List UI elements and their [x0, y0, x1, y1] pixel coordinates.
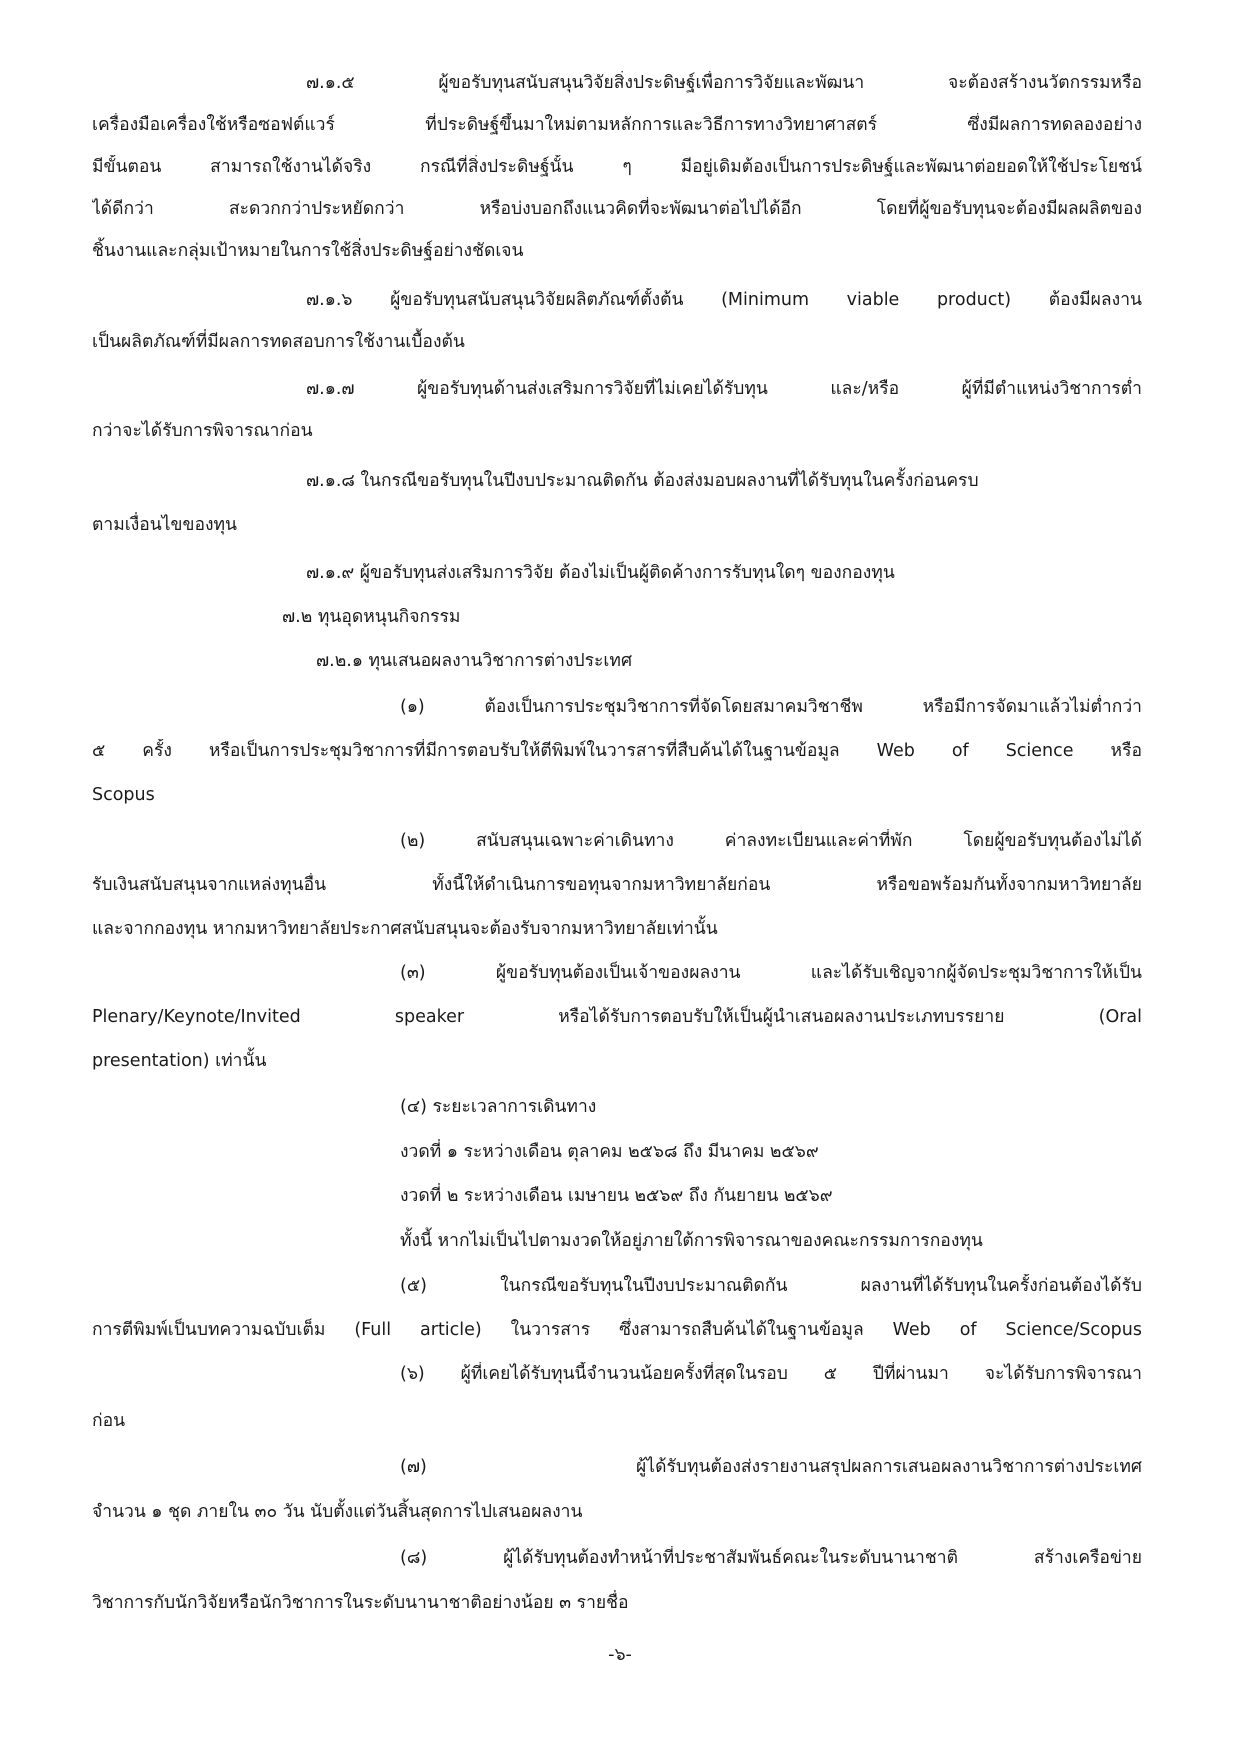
paragraph-line: (๗) ผู้ได้รับทุนต้องส่งรายงานสรุปผลการเสนอผลงานวิชาการต่างประเทศ [400, 1457, 1142, 1477]
paragraph-line: รับเงินสนับสนุนจากแหล่งทุนอื่น ทั้งนี้ให้ดำเนินการขอทุนจากมหาวิทยาลัยก่อน หรือขอพร้อมกันทั้งจากมหาวิทยาลัย [92, 875, 1142, 895]
subsection-heading: ๗.๒.๑ ทุนเสนอผลงานวิชาการต่างประเทศ [316, 651, 633, 671]
paragraph-line: (๕) ในกรณีขอรับทุนในปีงบประมาณติดกัน ผลงานที่ได้รับทุนในครั้งก่อนต้องได้รับ [400, 1276, 1142, 1296]
paragraph-line: (๘) ผู้ได้รับทุนต้องทำหน้าที่ประชาสัมพันธ์คณะในระดับนานาชาติ สร้างเครือข่าย [400, 1548, 1142, 1568]
paragraph-line: และจากกองทุน หากมหาวิทยาลัยประกาศสนับสนุนจะต้องรับจากมหาวิทยาลัยเท่านั้น [92, 919, 718, 939]
paragraph-line: เป็นผลิตภัณฑ์ที่มีผลการทดสอบการใช้งานเบื้องต้น [92, 332, 465, 352]
paragraph-line: Plenary/Keynote/Invited speaker หรือได้รับการตอบรับให้เป็นผู้นำเสนอผลงานประเภทบรรยาย (Oral [92, 1007, 1142, 1027]
paragraph-line: (๒) สนับสนุนเฉพาะค่าเดินทาง ค่าลงทะเบียนและค่าที่พัก โดยผู้ขอรับทุนต้องไม่ได้ [400, 831, 1142, 851]
paragraph-line: presentation) เท่านั้น [92, 1051, 267, 1071]
paragraph-line: งวดที่ ๒ ระหว่างเดือน เมษายน ๒๕๖๙ ถึง กันยายน ๒๕๖๙ [400, 1186, 833, 1206]
paragraph-line: กว่าจะได้รับการพิจารณาก่อน [92, 421, 313, 441]
paragraph-line: ทั้งนี้ หากไม่เป็นไปตามงวดให้อยู่ภายใต้การพิจารณาของคณะกรรมการกองทุน [400, 1231, 983, 1251]
paragraph-line: ได้ดีกว่า สะดวกกว่าประหยัดกว่า หรือบ่งบอกถึงแนวคิดที่จะพัฒนาต่อไปได้อีก โดยที่ผู้ขอรับทุนจะต้องมีผลผลิตของ [92, 199, 1142, 219]
page-number: -๖- [608, 1645, 632, 1665]
paragraph-line: (๓) ผู้ขอรับทุนต้องเป็นเจ้าของผลงาน และได้รับเชิญจากผู้จัดประชุมวิชาการให้เป็น [400, 963, 1142, 983]
paragraph-line: ชิ้นงานและกลุ่มเป้าหมายในการใช้สิ่งประดิษฐ์อย่างชัดเจน [92, 241, 524, 261]
paragraph-line: ๗.๑.๘ ในกรณีขอรับทุนในปีงบประมาณติดกัน ต้องส่งมอบผลงานที่ได้รับทุนในครั้งก่อนครบ [306, 471, 979, 491]
paragraph-line: มีขั้นตอน สามารถใช้งานได้จริง กรณีที่สิ่งประดิษฐ์นั้น ๆ มีอยู่เดิมต้องเป็นการประดิษฐ์และพัฒนาต่อยอดให้ใช้ประโยชน์ [92, 157, 1142, 177]
section-heading: ๗.๒ ทุนอุดหนุนกิจกรรม [282, 607, 461, 627]
paragraph-line: (๑) ต้องเป็นการประชุมวิชาการที่จัดโดยสมาคมวิชาชีพ หรือมีการจัดมาแล้วไม่ต่ำกว่า [400, 697, 1142, 717]
paragraph-line: (๔) ระยะเวลาการเดินทาง [400, 1097, 597, 1117]
paragraph-line: ๗.๑.๗ ผู้ขอรับทุนด้านส่งเสริมการวิจัยที่ไม่เคยได้รับทุน และ/หรือ ผู้ที่มีตำแหน่งวิชาการต่ำ [306, 379, 1142, 399]
paragraph-line: ๕ ครั้ง หรือเป็นการประชุมวิชาการที่มีการตอบรับให้ตีพิมพ์ในวารสารที่สืบค้นได้ในฐานข้อมูล Web of Science หรือ [92, 741, 1142, 761]
paragraph-line: Scopus [92, 785, 155, 805]
paragraph-line: ตามเงื่อนไขของทุน [92, 515, 238, 535]
paragraph-line: ก่อน [92, 1411, 126, 1431]
paragraph-line: ๗.๑.๕ ผู้ขอรับทุนสนับสนุนวิจัยสิ่งประดิษฐ์เพื่อการวิจัยและพัฒนา จะต้องสร้างนวัตกรรมหรือ [306, 73, 1142, 93]
paragraph-line: การตีพิมพ์เป็นบทความฉบับเต็ม (Full article) ในวารสาร ซึ่งสามารถสืบค้นได้ในฐานข้อมูล Web of Science/Scopus [92, 1320, 1142, 1340]
paragraph-line: เครื่องมือเครื่องใช้หรือซอฟต์แวร์ ที่ประดิษฐ์ขึ้นมาใหม่ตามหลักการและวิธีการทางวิทยาศาสตร์ ซึ่งมีผลการทดลองอย่าง [92, 115, 1142, 135]
paragraph-line: จำนวน ๑ ชุด ภายใน ๓๐ วัน นับตั้งแต่วันสิ้นสุดการไปเสนอผลงาน [92, 1502, 583, 1522]
paragraph-line: (๖) ผู้ที่เคยได้รับทุนนี้จำนวนน้อยครั้งที่สุดในรอบ ๕ ปีที่ผ่านมา จะได้รับการพิจารณา [400, 1364, 1142, 1384]
paragraph-line: ๗.๑.๖ ผู้ขอรับทุนสนับสนุนวิจัยผลิตภัณฑ์ตั้งต้น (Minimum viable product) ต้องมีผลงาน [306, 290, 1142, 310]
paragraph-line: งวดที่ ๑ ระหว่างเดือน ตุลาคม ๒๕๖๘ ถึง มีนาคม ๒๕๖๙ [400, 1142, 819, 1162]
paragraph-line: ๗.๑.๙ ผู้ขอรับทุนส่งเสริมการวิจัย ต้องไม่เป็นผู้ติดค้างการรับทุนใดๆ ของกองทุน [306, 563, 895, 583]
paragraph-line: วิชาการกับนักวิจัยหรือนักวิชาการในระดับนานาชาติอย่างน้อย ๓ รายชื่อ [92, 1593, 629, 1613]
